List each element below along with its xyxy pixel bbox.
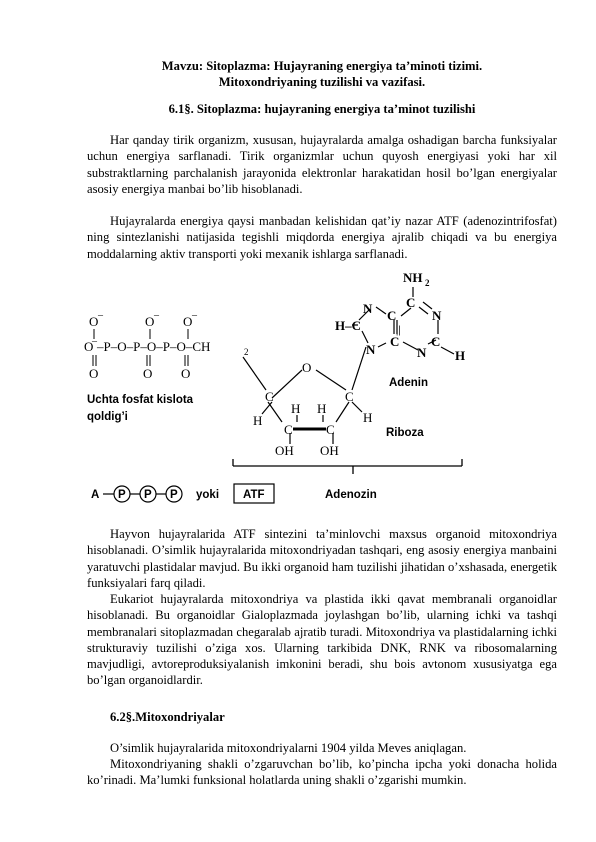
svg-text:O: O bbox=[181, 366, 191, 381]
label-adenosine: Adenozin bbox=[325, 489, 377, 501]
svg-text:_: _ bbox=[192, 306, 197, 317]
svg-text:N: N bbox=[366, 342, 376, 357]
svg-text:O: O bbox=[145, 314, 155, 329]
formula-p-1: P bbox=[118, 489, 126, 501]
svg-text:O: O bbox=[84, 339, 94, 354]
svg-text:N: N bbox=[417, 345, 427, 360]
svg-text:C: C bbox=[406, 295, 416, 310]
paragraph-1: Har qanday tirik organizm, xususan, hujayralarda amalga oshadigan barcha funksiyalar uchun energiya sarflanadi. Tirik organizmlar uchun quyosh energiyasi yoki har xil substraktlarning parchalanish jarayonida elektronlar harakatidan hosil bo’lgan energiyalar asosiy energiya manbai bo’lib hisoblanadi. bbox=[87, 133, 557, 196]
label-atf: ATF bbox=[243, 489, 265, 501]
svg-text:O: O bbox=[89, 314, 99, 329]
svg-text:O: O bbox=[89, 366, 99, 381]
paragraph-5: O’simlik hujayralarida mitoxondriyalarni 1904 yilda Meves aniqlagan. bbox=[110, 741, 467, 755]
svg-text:H: H bbox=[455, 348, 466, 363]
formula-p-3: P bbox=[170, 489, 178, 501]
adenosine-bracket bbox=[233, 459, 462, 474]
svg-text:H: H bbox=[317, 401, 327, 416]
svg-text:–P–O–P–O–P–O–CH: –P–O–P–O–P–O–CH bbox=[97, 339, 211, 354]
svg-text:N: N bbox=[363, 301, 373, 316]
paragraph-6: Mitoxondriyaning shakli o’zgaruvchan bo’lib, ko’pincha ipcha yoki donacha holida ko’rinadi. Ma’lumki funksional holatlarda uning shakli o’zgarishi mumkin. bbox=[87, 757, 557, 788]
svg-text:C: C bbox=[284, 422, 293, 437]
label-ribose: Riboza bbox=[386, 427, 424, 439]
formula-a: A bbox=[91, 489, 100, 501]
ribose-atoms bbox=[253, 360, 372, 458]
svg-text:_: _ bbox=[98, 306, 103, 317]
label-yoki: yoki bbox=[196, 489, 220, 501]
svg-text:O: O bbox=[183, 314, 193, 329]
paragraph-4: Eukariot hujayralarda mitoxondriya va plastida ikki qavat membranali organoidlar hisoblanadi. Bu organoidlar Gialoplazmada joylashgan bo’lib, ularning ichki va tashqi membranalari sitoplazmadan chegaralab ajratib turadi. Mitoxondriya va plastidalarning ichki strukturaviy tuzilishi o’ziga xos. Ularning tarkibida DNK, RNK va ribosomalarning mavjudligi, avtoreproduksiyalanish imkonini beradi, shu bois avtonom xususiyatga ega bo’lgan organoidlardir. bbox=[87, 592, 557, 688]
svg-text:_: _ bbox=[92, 332, 97, 343]
title-line-1: Mavzu: Sitoplazma: Hujayraning energiya ta’minoti tizimi. bbox=[161, 59, 483, 73]
svg-text:H–C: H–C bbox=[335, 318, 361, 333]
svg-text:H: H bbox=[291, 401, 301, 416]
triphosphate-group bbox=[84, 306, 249, 381]
svg-text:C: C bbox=[387, 308, 397, 323]
svg-text:C: C bbox=[390, 334, 400, 349]
section-heading-6-2: 6.2§.Mitoxondriyalar bbox=[110, 710, 225, 724]
svg-text:N: N bbox=[432, 308, 442, 323]
atp-formula bbox=[91, 484, 377, 503]
svg-text:H: H bbox=[253, 413, 263, 428]
label-phosphate: Uchta fosfat kislota bbox=[87, 394, 194, 406]
paragraph-2: Hujayralarda energiya qaysi manbadan kelishidan qat’iy nazar ATF (adenozintrifosfat) ning sintezlanishi natijasida tegishli miqdorda energiya ajralib chiqadi va bu energiya moddalarning aktiv transporti yoki mexanik ishlarga sarflanadi. bbox=[87, 214, 557, 261]
svg-text:||: || bbox=[396, 325, 401, 336]
svg-text:C: C bbox=[431, 334, 441, 349]
svg-text:C: C bbox=[326, 422, 335, 437]
svg-text:2: 2 bbox=[244, 347, 249, 357]
svg-text:C: C bbox=[265, 389, 274, 404]
svg-text:C: C bbox=[345, 389, 354, 404]
svg-text:_: _ bbox=[154, 306, 159, 317]
svg-text:OH: OH bbox=[320, 443, 339, 458]
svg-text:H: H bbox=[363, 410, 373, 425]
svg-text:OH: OH bbox=[275, 443, 294, 458]
label-phosphate-2: qoldig’i bbox=[87, 411, 128, 423]
amino-nh: NH bbox=[403, 270, 423, 285]
title-line-2: Mitoxondriyaning tuzilishi va vazifasi. bbox=[218, 75, 426, 89]
section-heading-6-1: 6.1§. Sitoplazma: hujayraning energiya ta’minot tuzilishi bbox=[168, 102, 476, 116]
svg-text:O: O bbox=[143, 366, 153, 381]
svg-text:O: O bbox=[302, 360, 312, 375]
label-adenine: Adenin bbox=[389, 377, 428, 389]
formula-p-2: P bbox=[144, 489, 152, 501]
paragraph-3: Hayvon hujayralarida ATF sintezini ta’minlovchi maxsus organoid mitoxondriya hisoblanadi. O’simlik hujayralarida mitoxondriyadan tashqari, eng asosiy energiya manbaini yaratuvchi plastidalar mavjud. Bu ikki organoid ham tuzilishi jihatidan o’xshasada, energetik funksiyalari farq qiladi. bbox=[87, 527, 557, 590]
amino-subscript: 2 bbox=[425, 278, 430, 288]
